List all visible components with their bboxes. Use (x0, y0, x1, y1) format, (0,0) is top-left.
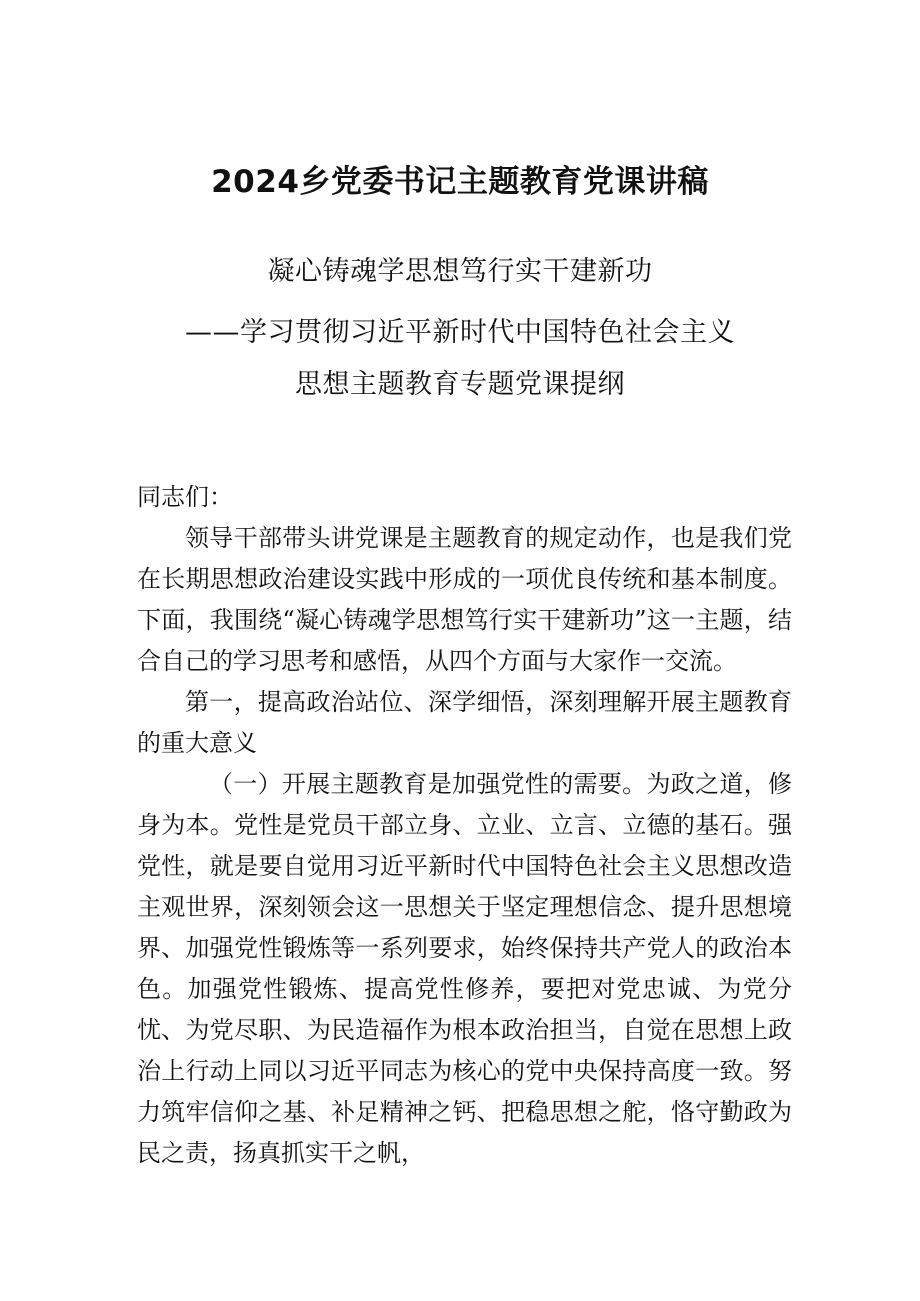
document-body (137, 477, 792, 1174)
subtitle-line-1: 凝心铸魂学思想笃行实干建新功 (267, 256, 653, 287)
subtitle-line-2: ——学习贯彻习近平新时代中国特色社会主义 (185, 317, 735, 348)
section-heading-1: 第一，提高政治站位、深学细悟，深刻理解开展主题教育的重大意义 (137, 688, 792, 757)
subtitle-line-3: 思想主题教育专题党课提纲 (295, 369, 625, 400)
paragraph-intro: 领导干部带头讲党课是主题教育的规定动作，也是我们党在长期思想政治建设实践中形成的一项优良传统和基本制度。下面，我围绕“凝心铸魂学思想笃行实干建新功”这一主题，结合自己的学习思考和感悟，从四个方面与大家作一交流。 (137, 524, 792, 675)
greeting: 同志们： (137, 483, 233, 511)
document-title: 2024乡党委书记主题教育党课讲稿 (211, 164, 709, 200)
paragraph-subsection-1: （一）开展主题教育是加强党性的需要。为政之道，修身为本。党性是党员干部立身、立业、立言、立德的基石。强党性，就是要自觉用习近平新时代中国特色社会主义思想改造主观世界，深刻领会这一思想关于坚定理想信念、提升思想境界、加强党性锻炼等一系列要求，始终保持共产党人的政治本色。加强党性锻炼、提高党性修养，要把对党忠诚、为党分忧、为党尽职、为民造福作为根本政治担当，自觉在思想上政治上行动上同以习近平同志为核心的党中央保持高度一致。努力筑牢信仰之基、补足精神之钙、把稳思想之舵，恪守勤政为民之责，扬真抓实干之帆， (137, 770, 792, 1167)
